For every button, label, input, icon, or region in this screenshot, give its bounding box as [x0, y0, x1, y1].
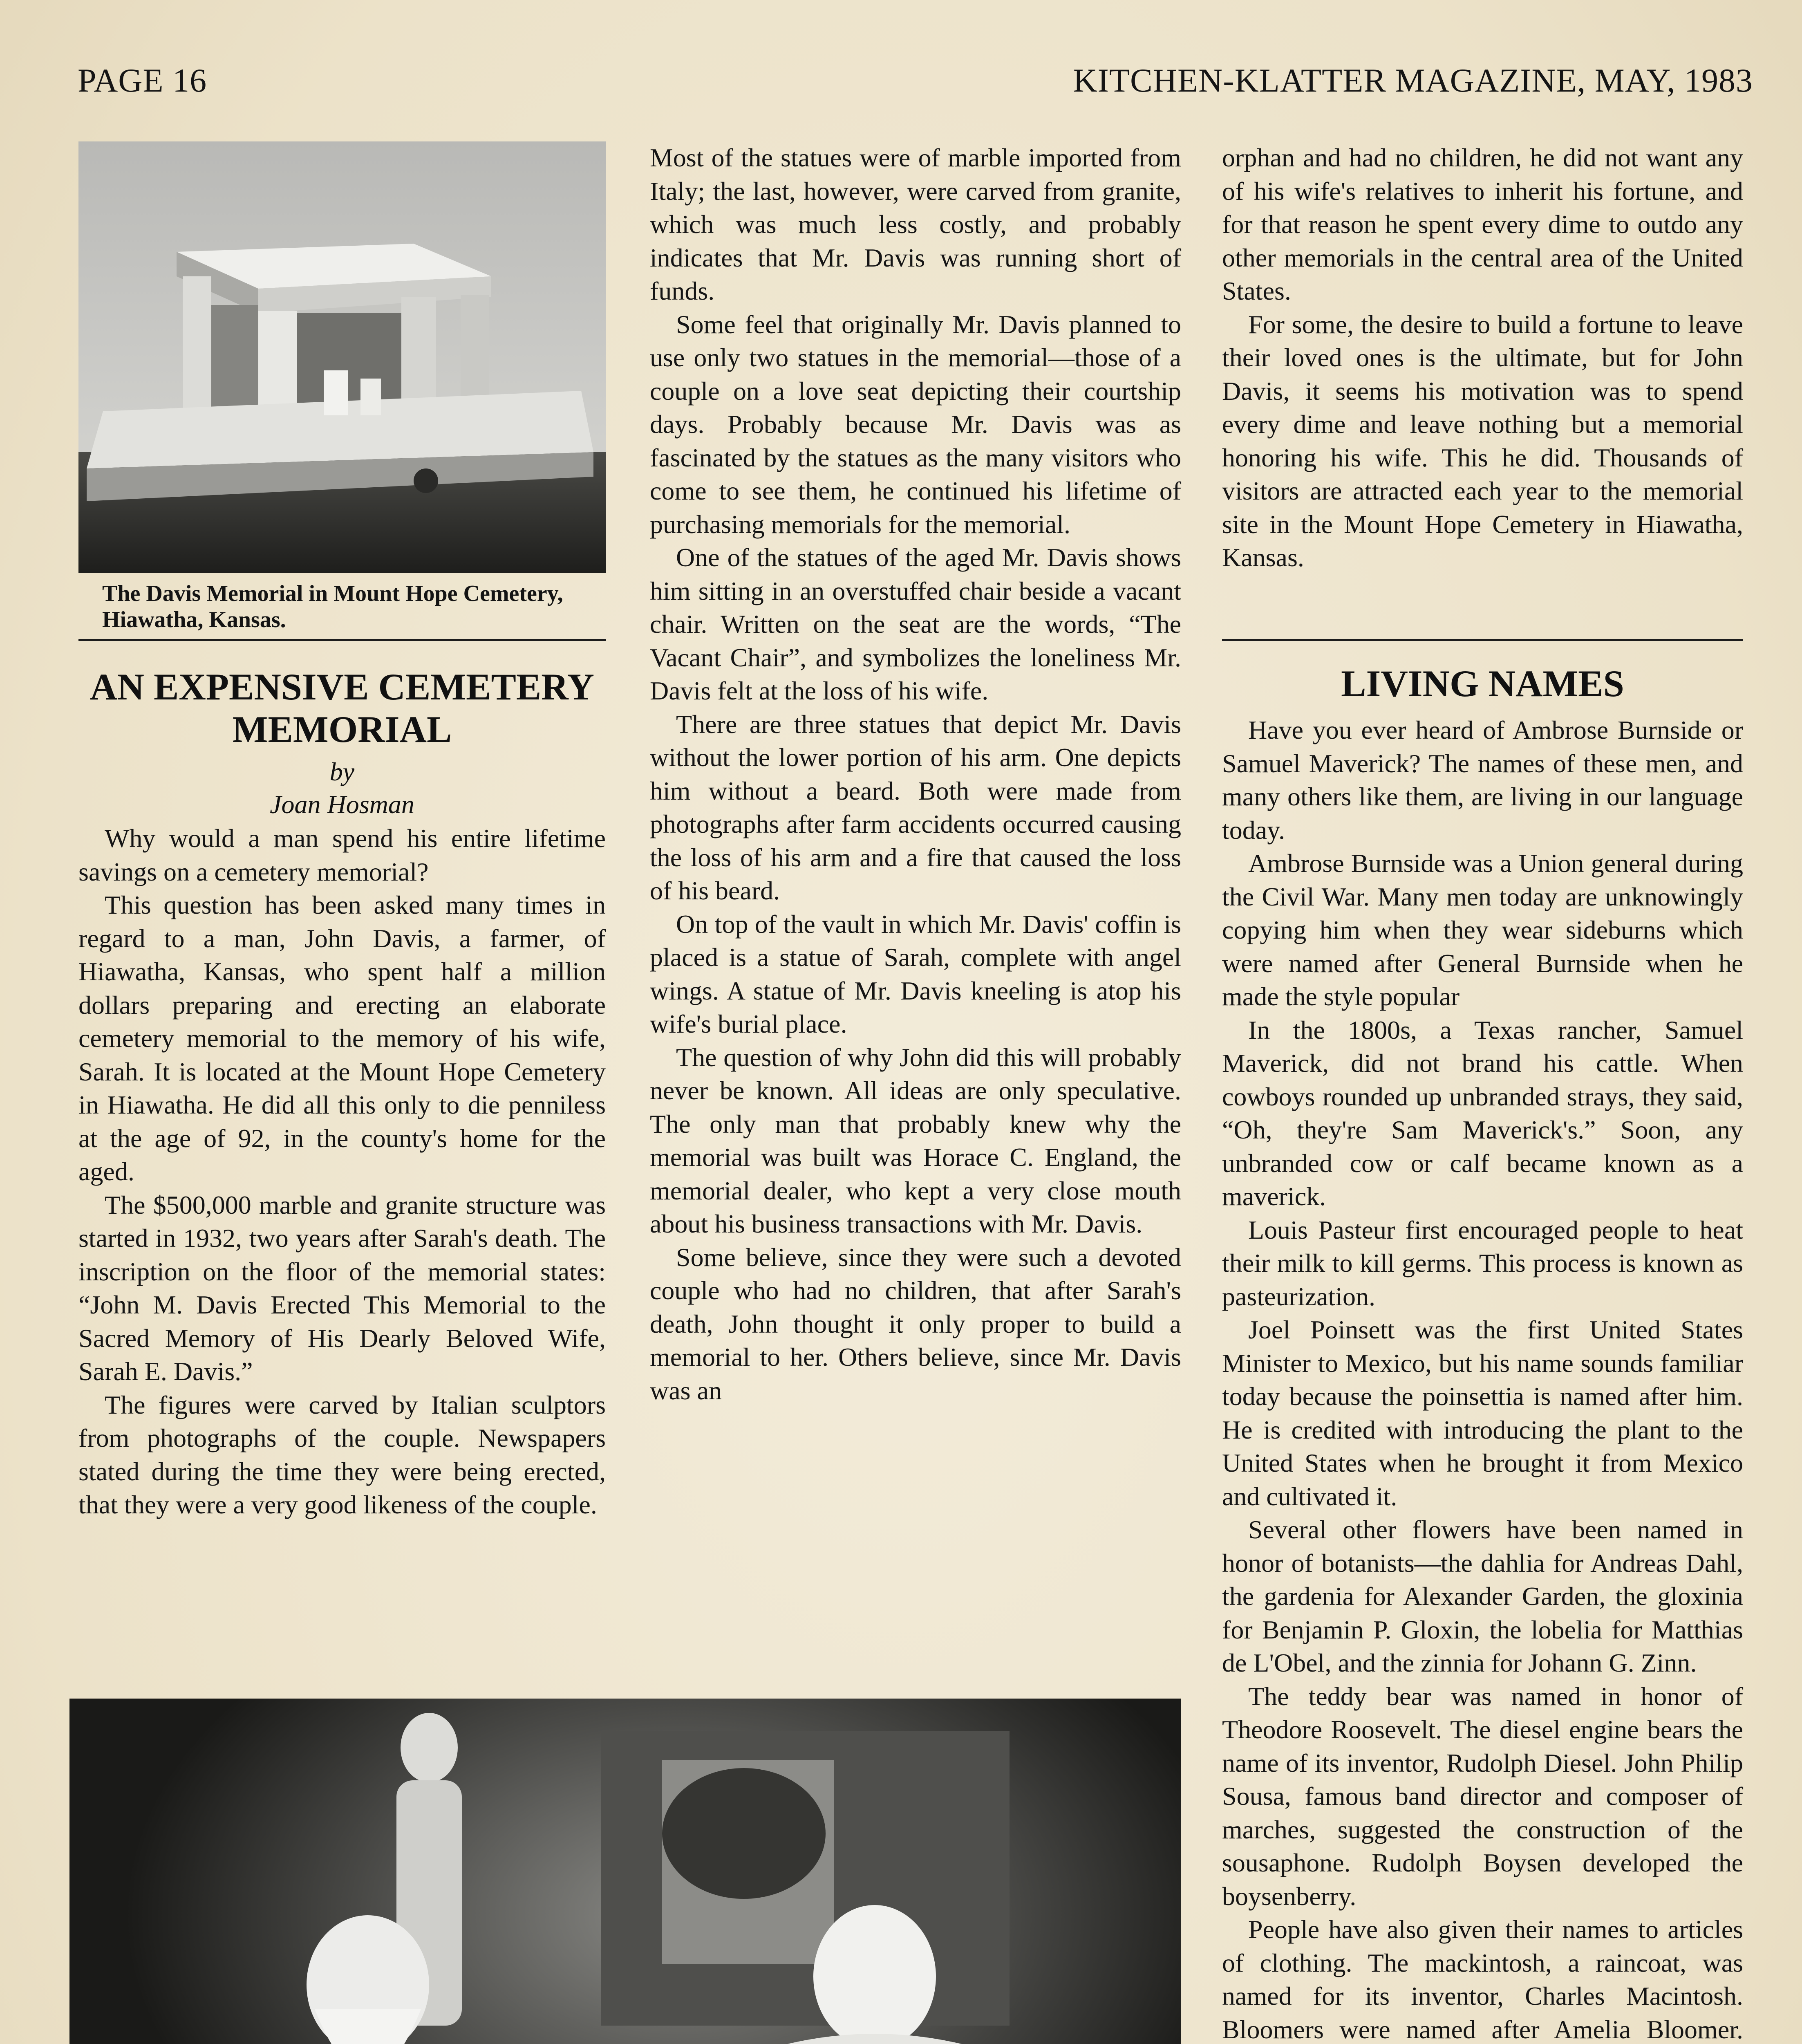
paragraph: There are three statues that depict Mr. Davis without the lower portion of his arm. One depicts him without a beard. Both were made from photographs after farm accidents occurred causing the loss of his arm and a fire that caused the loss of his beard.	[650, 709, 1181, 905]
paragraph: Joel Poinsett was the first United States Minister to Mexico, but his name sounds familiar today because the poinsettia is named after him. He is credited with introducing the plant to the United States when he brought it from Mexico and cultivated it.	[1222, 1315, 1743, 1511]
memorial-pavilion-photo	[78, 141, 606, 573]
paragraph: Why would a man spend his entire lifetime savings on a cemetery memorial?	[78, 824, 606, 886]
paragraph: Some feel that originally Mr. Davis planned to use only two statues in the memorial—those of a couple on a love seat depicting their courtship days. Probably because Mr. Davis was as fascinated by the statues as the many visitors who come to see them, he continued his lifetime of purchasing memorials for the memorial.	[650, 309, 1181, 539]
section-divider	[1222, 639, 1743, 641]
article1-column2	[650, 141, 1181, 1407]
paragraph: This question has been asked many times in regard to a man, John Davis, a farmer, of Hiawatha, Kansas, who spent half a million dollars preparing and erecting an elaborate cemetery memorial to the memory of his wife, Sarah. It is located at the Mount Hope Cemetery in Hiawatha. He did all this only to die penniless at the age of 92, in the county's home for the aged.	[78, 890, 606, 1186]
paragraph: The teddy bear was named in honor of Theodore Roosevelt. The diesel engine bears the name of its inventor, Rudolph Diesel. John Philip Sousa, famous band director and composer of marches, suggested the construction of the sousaphone. Rudolph Boysen developed the boysenberry.	[1222, 1681, 1743, 1911]
byline-by: by	[329, 757, 355, 786]
section-divider	[78, 639, 606, 641]
paragraph: Most of the statues were of marble imported from Italy; the last, however, were carved from granite, which was much less costly, and probably indicates that Mr. Davis was running short of funds.	[650, 143, 1181, 305]
paragraph: The question of why John did this will probably never be known. All ideas are only speculative. The only man that probably knew why the memorial was built was Horace C. England, the memorial dealer, who kept a very close mouth about his business transactions with Mr. Davis.	[650, 1042, 1181, 1238]
paragraph: orphan and had no children, he did not want any of his wife's relatives to inherit his fortune, and for that reason he spent every dime to outdo any other memorials in the central area of the United States.	[1222, 143, 1743, 305]
author-name: Joan Hosman	[270, 790, 414, 819]
photo1-caption: The Davis Memorial in Mount Hope Cemetery, Hiawatha, Kansas.	[102, 581, 563, 632]
seated-statues-icon	[69, 1699, 1181, 2044]
paragraph: For some, the desire to build a fortune to leave their loved ones is the ultimate, but for John Davis, it seems his motivation was to spend every dime and leave nothing but a memorial honoring his wife. This he did. Thousands of visitors are attracted each year to the memorial site in the Mount Hope Cemetery in Hiawatha, Kansas.	[1222, 309, 1743, 572]
article1-column1	[78, 822, 606, 1522]
article2-column	[1222, 713, 1743, 2044]
paragraph: On top of the vault in which Mr. Davis' coffin is placed is a statue of Sarah, complete with angel wings. A statue of Mr. Davis kneeling is atop his wife's burial place.	[650, 909, 1181, 1038]
paragraph: One of the statues of the aged Mr. Davis shows him sitting in an overstuffed chair beside a vacant chair. Written on the seat are the words, “The Vacant Chair”, and symbolizes the loneliness Mr. Davis felt at the loss of his wife.	[650, 543, 1181, 705]
paragraph: In the 1800s, a Texas rancher, Samuel Maverick, did not brand his cattle. When cowboys rounded up unbranded strays, they said, “Oh, they're Sam Maverick's.” Soon, any unbranded cow or calf became known as a maverick.	[1222, 1015, 1743, 1211]
seated-statues-photo	[69, 1699, 1181, 2044]
page-number: PAGE 16	[78, 62, 207, 99]
paragraph: Several other flowers have been named in honor of botanists—the dahlia for Andreas Dahl, the gardenia for Alexander Garden, the gloxinia for Benjamin P. Gloxin, the lobelia for Matthias de L'Obel, and the zinnia for Johann G. Zinn.	[1222, 1515, 1743, 1677]
paragraph: People have also given their names to articles of clothing. The mackintosh, a raincoat, was named for its inventor, Charles Macintosh. Bloomers were named after Amelia Bloomer.	[1222, 1915, 1743, 2044]
living-names-title: LIVING NAMES	[1341, 663, 1624, 704]
paragraph: The figures were carved by Italian sculptors from photographs of the couple. Newspapers stated during the time they were being erected, that they were a very good likeness of the couple.	[78, 1390, 606, 1519]
magazine-title: KITCHEN-KLATTER MAGAZINE, MAY, 1983	[1073, 62, 1753, 99]
memorial-pavilion-icon	[78, 141, 606, 573]
paragraph: Some believe, since they were such a devoted couple who had no children, that after Sarah's death, John thought it only proper to build a memorial to her. Others believe, since Mr. Davis was an	[650, 1242, 1181, 1405]
paragraph: Have you ever heard of Ambrose Burnside or Samuel Maverick? The names of these men, and many others like them, are living in our language today.	[1222, 715, 1743, 845]
article-title: AN EXPENSIVE CEMETERY MEMORIAL	[90, 666, 594, 750]
paragraph: The $500,000 marble and granite structure was started in 1932, two years after Sarah's death. The inscription on the floor of the memorial states: “John M. Davis Erected This Memorial to the Sacred Memory of His Dearly Beloved Wife, Sarah E. Davis.”	[78, 1190, 606, 1386]
article1-column3	[1222, 141, 1743, 574]
paragraph: Ambrose Burnside was a Union general during the Civil War. Many men today are unknowingly copying him when they wear sideburns which were named after General Burnside when he made the style popular	[1222, 849, 1743, 1011]
paragraph: Louis Pasteur first encouraged people to heat their milk to kill germs. This process is known as pasteurization.	[1222, 1215, 1743, 1311]
